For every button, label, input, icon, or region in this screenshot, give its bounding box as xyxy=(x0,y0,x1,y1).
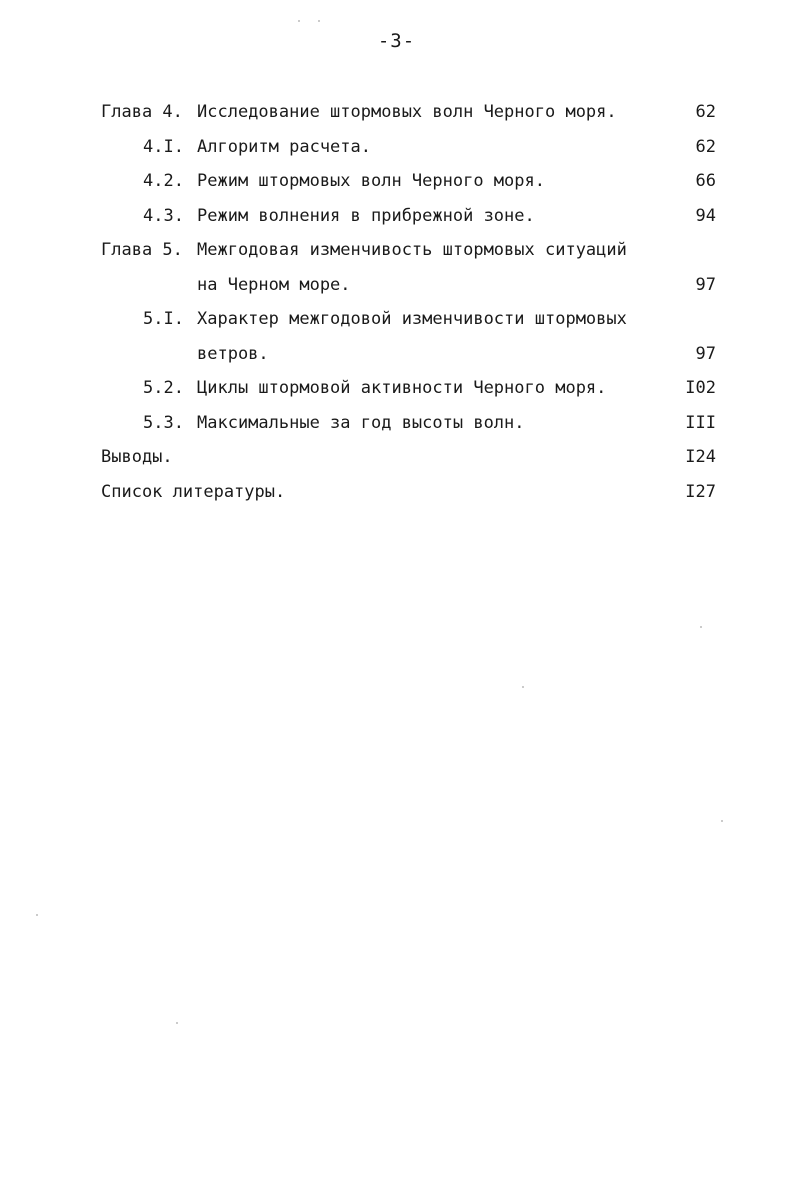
scan-speck xyxy=(318,20,320,22)
toc-page-number: 97 xyxy=(695,343,716,364)
toc-entry-title: на Черном море. xyxy=(197,274,351,295)
toc-page-number: 97 xyxy=(695,274,716,295)
toc-entry xyxy=(0,440,793,475)
toc-section-label: 4.2. xyxy=(143,171,184,191)
toc-entry-title: Алгоритм расчета. xyxy=(197,136,371,157)
toc-section-label: 5.I. xyxy=(143,309,184,329)
toc-page-number: I27 xyxy=(685,481,716,502)
toc-entry xyxy=(0,371,793,406)
toc-page-number: 94 xyxy=(695,205,716,226)
toc-entry xyxy=(0,130,793,165)
toc-entry-title: Максимальные за год высоты волн. xyxy=(197,412,525,433)
scan-speck xyxy=(721,820,723,822)
toc-chapter-label: Глава 5. xyxy=(101,240,183,260)
page-number: -3- xyxy=(377,30,416,52)
toc-section-label: 5.3. xyxy=(143,412,184,433)
toc-section-label: 4.I. xyxy=(143,136,184,157)
toc-entry-title: Список литературы. xyxy=(101,481,286,502)
scan-speck xyxy=(36,914,38,916)
toc-entry xyxy=(0,233,793,268)
scan-speck xyxy=(176,1022,178,1024)
toc-page-number: 62 xyxy=(695,136,716,157)
toc-entry xyxy=(0,302,793,337)
toc-section-label: 5.2. xyxy=(143,378,184,398)
scan-speck xyxy=(700,626,702,628)
toc-page-number: I24 xyxy=(685,447,716,467)
table-of-contents xyxy=(0,95,793,509)
toc-page-number: I02 xyxy=(685,378,716,398)
toc-entry-title: Характер межгодовой изменчивости штормовых xyxy=(197,309,627,329)
toc-entry-continuation xyxy=(0,337,793,372)
toc-section-label: 4.3. xyxy=(143,205,184,226)
toc-entry xyxy=(0,199,793,234)
toc-entry xyxy=(0,164,793,199)
toc-entry xyxy=(0,95,793,130)
toc-chapter-label: Глава 4. xyxy=(101,102,183,122)
toc-page-number: 62 xyxy=(695,102,716,122)
toc-page-number: III xyxy=(685,412,716,433)
toc-entry xyxy=(0,406,793,441)
toc-entry-title: Исследование штормовых волн Черного моря. xyxy=(197,102,617,122)
toc-entry xyxy=(0,475,793,510)
toc-entry-title: Режим волнения в прибрежной зоне. xyxy=(197,205,535,226)
scan-speck xyxy=(522,686,524,688)
scan-speck xyxy=(298,20,300,22)
toc-entry-title: Выводы. xyxy=(101,447,173,467)
toc-entry-title: ветров. xyxy=(197,343,269,364)
toc-entry-title: Режим штормовых волн Черного моря. xyxy=(197,171,545,191)
toc-entry-title: Циклы штормовой активности Черного моря. xyxy=(197,378,607,398)
toc-entry-title: Межгодовая изменчивость штормовых ситуаций xyxy=(197,240,627,260)
toc-page-number: 66 xyxy=(695,171,716,191)
toc-entry-continuation xyxy=(0,268,793,303)
